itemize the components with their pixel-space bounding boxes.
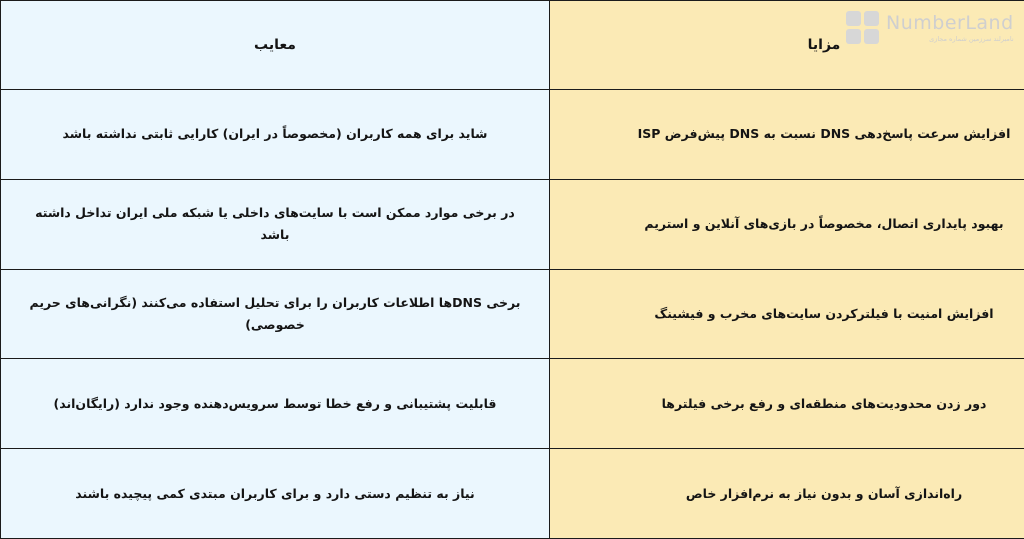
- pro-cell: افزایش سرعت پاسخ‌دهی DNS نسبت به DNS پیش‌فرض ISP: [550, 90, 1024, 180]
- table-row: [1, 179, 1024, 269]
- con-cell: نیاز به تنظیم دستی دارد و برای کاربران مبتدی کمی پیچیده باشند: [1, 449, 550, 539]
- pro-cell: بهبود پایداری اتصال، مخصوصاً در بازی‌های آنلاین و استریم: [550, 179, 1024, 269]
- pro-cell: دور زدن محدودیت‌های منطقه‌ای و رفع برخی فیلترها: [550, 359, 1024, 449]
- header-pros: مزایا: [550, 1, 1024, 90]
- pro-cell: افزایش امنیت با فیلترکردن سایت‌های مخرب و فیشینگ: [550, 269, 1024, 359]
- con-cell: برخی DNSها اطلاعات کاربران را برای تحلیل استفاده می‌کنند (نگرانی‌های حریم خصوصی): [1, 269, 550, 359]
- table-row: [1, 269, 1024, 359]
- brand-name: NumberLand: [886, 11, 1014, 34]
- con-cell: در برخی موارد ممکن است با سایت‌های داخلی یا شبکه ملی ایران تداخل داشته باشد: [1, 179, 550, 269]
- con-cell: قابلیت پشتیبانی و رفع خطا توسط سرویس‌دهنده وجود ندارد (رایگان‌اند): [1, 359, 550, 449]
- brand-tagline: نامبرلند سرزمین شماره مجازی: [929, 34, 1014, 43]
- header-cons: معایب: [1, 1, 550, 90]
- table-row: [1, 449, 1024, 539]
- con-cell: شاید برای همه کاربران (مخصوصاً در ایران) کارایی ثابتی نداشته باشد: [1, 90, 550, 180]
- numberland-logo-icon: [846, 11, 880, 45]
- table-row: [1, 359, 1024, 449]
- table-row: [1, 90, 1024, 180]
- pro-cell: راه‌اندازی آسان و بدون نیاز به نرم‌افزار خاص: [550, 449, 1024, 539]
- brand-watermark: [846, 8, 1016, 48]
